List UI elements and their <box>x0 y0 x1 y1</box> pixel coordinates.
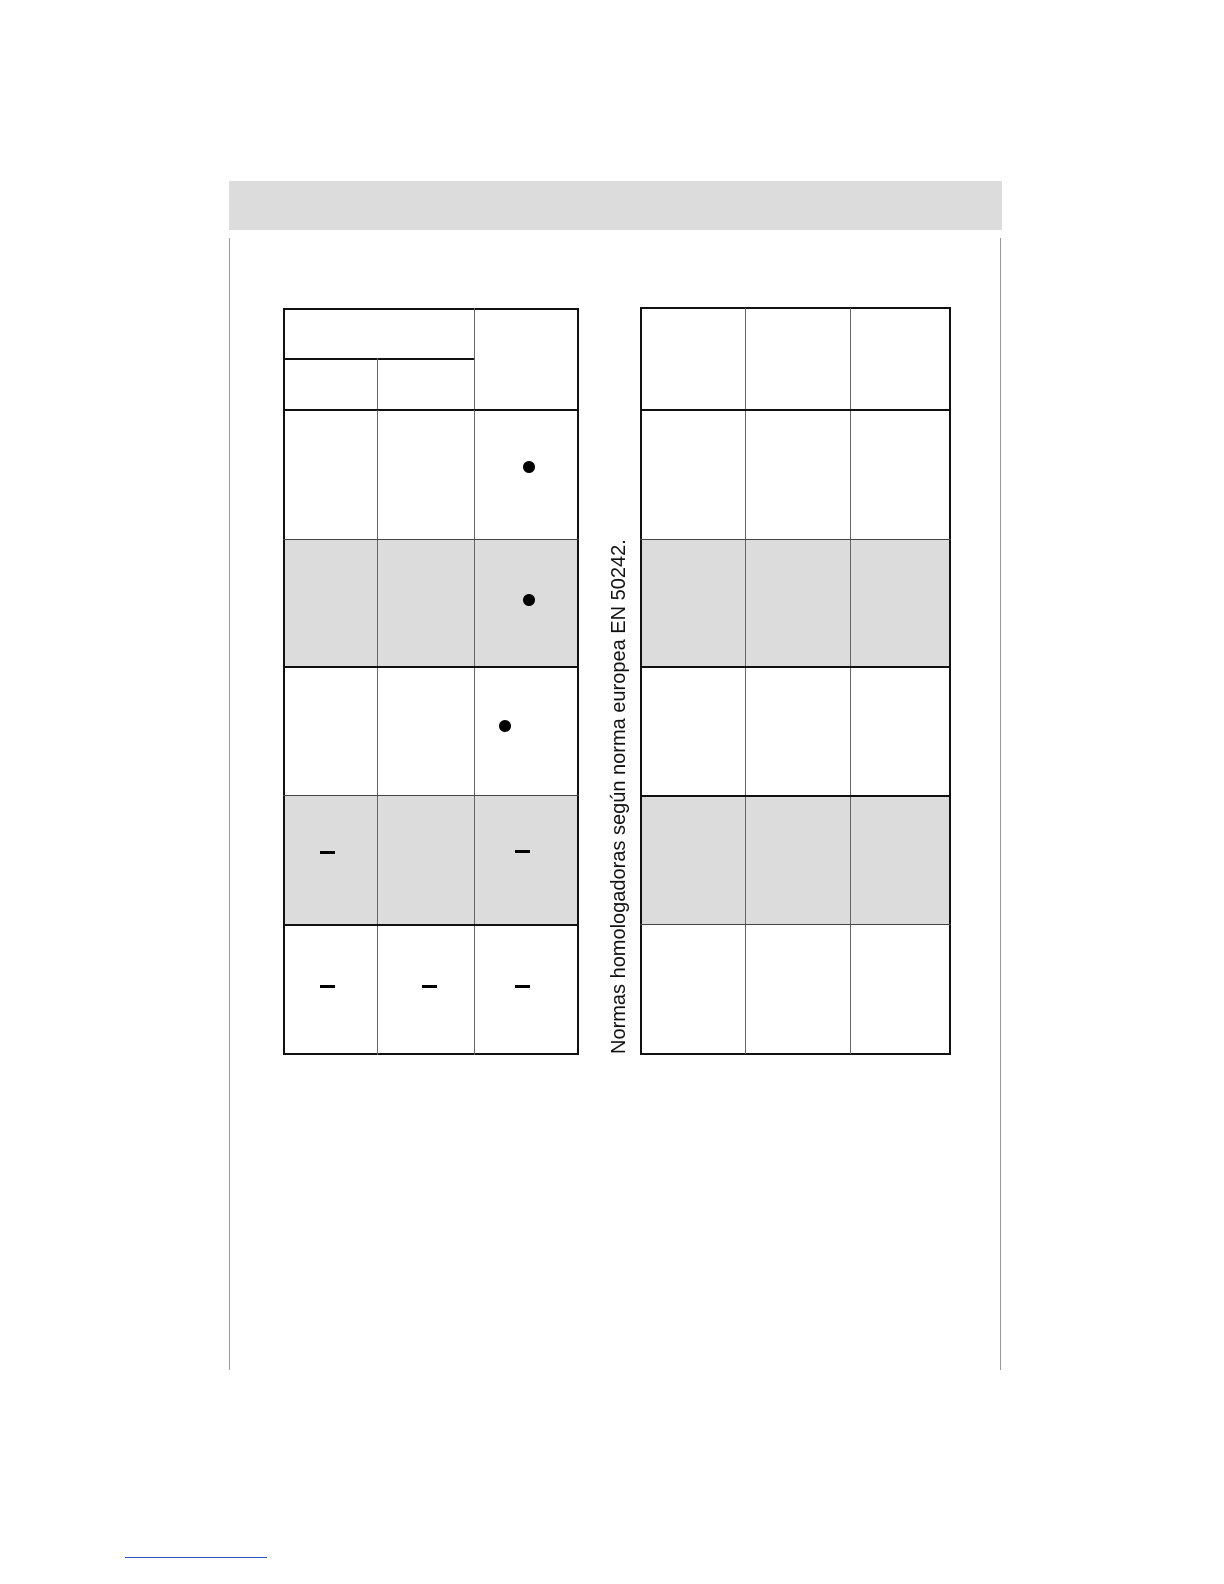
right-table-header-bottom <box>640 409 951 411</box>
norms-caption: Normas homologadoras según norma europea EN 50242. <box>608 539 630 1054</box>
header-band <box>229 181 1002 230</box>
left-table-row-sep-4 <box>283 924 579 926</box>
right-table-border <box>640 307 951 1055</box>
right-table-row-sep-4 <box>640 924 951 925</box>
dash-icon <box>422 985 437 988</box>
right-table-row-sep-3 <box>640 795 951 797</box>
left-table-row-sep-1 <box>283 539 579 540</box>
left-table-col-divider-1 <box>377 410 378 1055</box>
bullet-dot-icon <box>523 461 535 473</box>
left-table-border <box>283 308 579 1055</box>
right-table-row-sep-2 <box>640 666 951 668</box>
frame-rule-left <box>229 238 230 1370</box>
dash-icon <box>320 985 335 988</box>
right-table-row-sep-1 <box>640 539 951 540</box>
bullet-dot-icon <box>499 720 511 732</box>
right-table-col-divider-2 <box>850 308 851 1054</box>
left-table-row-sep-2 <box>285 666 579 668</box>
right-table-col-divider-1 <box>745 308 746 1054</box>
bullet-dot-icon <box>523 594 535 606</box>
footer-rule <box>125 1557 267 1558</box>
left-table-header-bottom <box>283 409 579 411</box>
dash-icon <box>320 851 335 854</box>
left-table-col-divider-2 <box>474 410 475 1055</box>
left-table-header-split <box>283 358 475 360</box>
left-table-subheader-divider <box>377 358 378 410</box>
left-table-row-sep-3 <box>283 795 579 796</box>
left-table-header-divider <box>474 308 475 410</box>
frame-rule-right <box>1000 238 1001 1370</box>
dash-icon <box>515 850 530 853</box>
dash-icon <box>515 985 530 988</box>
